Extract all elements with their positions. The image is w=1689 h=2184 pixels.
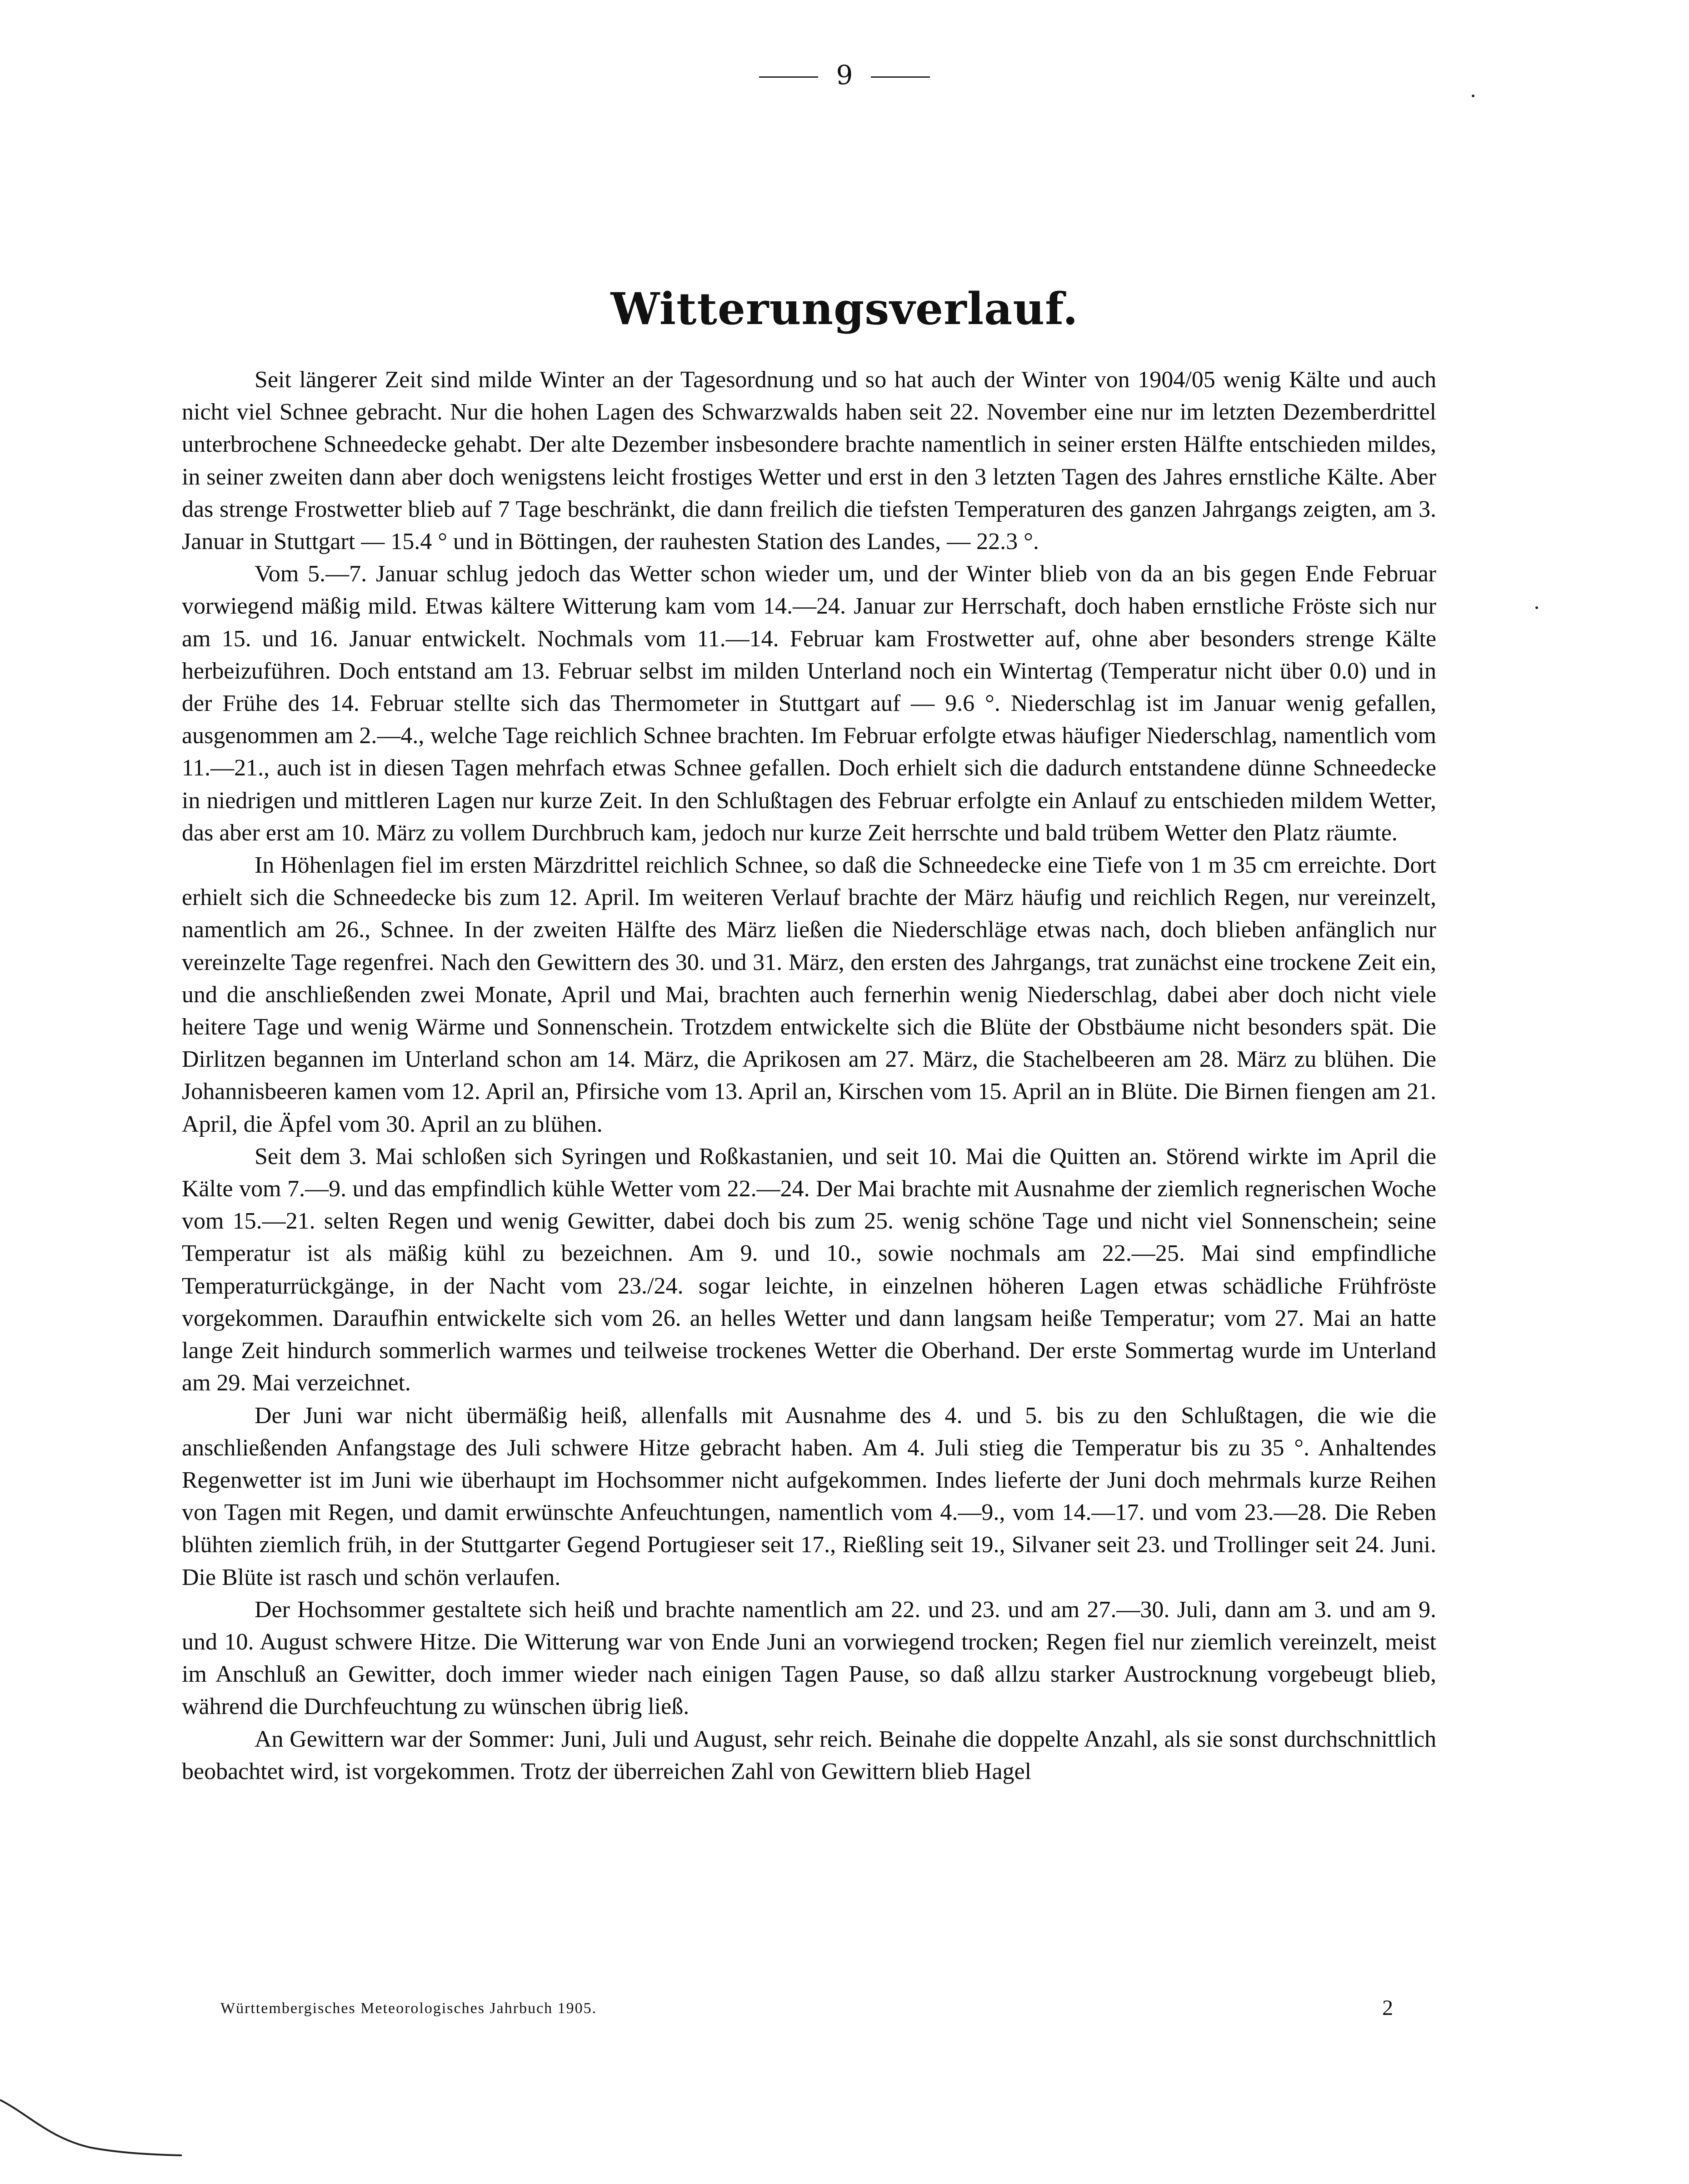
body-text — [182, 364, 1436, 1788]
paragraph: In Höhenlagen fiel im ersten Märzdrittel reichlich Schnee, so daß die Schneedecke eine Tiefe von 1 m 35 cm erreichte. Dort erhielt sich die Schneedecke bis zum 12. April. Im weiteren Verlauf brachte der März häufig und reichlich Regen, nur vereinzelt, namentlich am 26., Schnee. In der zweiten Hälfte des März ließen die Niederschläge etwas nach, doch blieben anfänglich nur vereinzelte Tage regenfrei. Nach den Gewittern des 30. und 31. März, den ersten des Jahrgangs, trat zunächst eine trockene Zeit ein, und die anschließenden zwei Monate, April und Mai, brachten auch fernerhin wenig Niederschlag, dabei aber doch nicht viele heitere Tage und wenig Wärme und Sonnenschein. Trotzdem entwickelte sich die Blüte der Obstbäume nicht besonders spät. Die Dirlitzen begannen im Unterland schon am 14. März, die Aprikosen am 27. März, die Stachelbeeren am 28. März zu blühen. Die Johannisbeeren kamen vom 12. April an, Pfirsiche vom 13. April an, Kirschen vom 15. April an in Blüte. Die Birnen fiengen am 21. April, die Äpfel vom 30. April an zu blühen. — [182, 852, 1436, 1137]
paragraph: Seit dem 3. Mai schloßen sich Syringen und Roßkastanien, und seit 10. Mai die Quitten an. Störend wirkte im April die Kälte vom 7.—9. und das empfindlich kühle Wetter vom 22.—24. Der Mai brachte mit Ausnahme der ziemlich regnerischen Woche vom 15.—21. selten Regen und wenig Gewitter, dabei doch bis zum 25. wenig schöne Tage und nicht viel Sonnenschein; seine Temperatur ist als mäßig kühl zu bezeichnen. Am 9. und 10., sowie nochmals am 22.—25. Mai sind empfindliche Temperaturrückgänge, in der Nacht vom 23./24. sogar leichte, in einzelnen höheren Lagen etwas schädliche Frühfröste vorgekommen. Daraufhin entwickelte sich vom 26. an helles Wetter und dann langsam heiße Temperatur; vom 27. Mai an hatte lange Zeit hindurch sommerlich warmes und teilweise trockenes Wetter die Oberhand. Der erste Sommertag wurde im Unterland am 29. Mai verzeichnet. — [182, 1143, 1436, 1396]
page-footer — [220, 1995, 1393, 2027]
paragraph: Vom 5.—7. Januar schlug jedoch das Wetter schon wieder um, und der Winter blieb von da an bis gegen Ende Februar vorwiegend mäßig mild. Etwas kältere Witterung kam vom 14.—24. Januar zur Herrschaft, doch haben ernstliche Fröste sich nur am 15. und 16. Januar entwickelt. Nochmals vom 11.—14. Februar kam Frostwetter auf, ohne aber besonders strenge Kälte herbeizuführen. Doch entstand am 13. Februar selbst im milden Unterland noch ein Wintertag (Temperatur nicht über 0.0) und in der Frühe des 14. Februar stellte sich das Thermometer in Stuttgart auf — 9.6 °. Niederschlag ist im Januar wenig gefallen, ausgenommen am 2.—4., welche Tage reichlich Schnee brachten. Im Februar erfolgte etwas häufiger Niederschlag, namentlich vom 11.—21., auch ist in diesen Tagen mehrfach etwas Schnee gefallen. Doch erhielt sich die dadurch entstandene dünne Schneedecke in niedrigen und mittleren Lagen nur kurze Zeit. In den Schlußtagen des Februar erfolgte ein Anlauf zu entschieden mildem Wetter, das aber erst am 10. März zu vollem Durchbruch kam, jedoch nur kurze Zeit herrschte und bald trübem Wetter den Platz räumte. — [182, 561, 1436, 846]
page-edge-curve — [0, 2095, 1689, 2184]
paragraph: Seit längerer Zeit sind milde Winter an der Tagesordnung und so hat auch der Winter von 1904/05 wenig Kälte und auch nicht viel Schnee gebracht. Nur die hohen Lagen des Schwarzwalds haben seit 22. November eine nur im letzten Dezemberdrittel unterbrochene Schneedecke gehabt. Der alte Dezember insbesondere brachte namentlich in seiner ersten Hälfte entschieden mildes, in seiner zweiten dann aber doch wenigstens leicht frostiges Wetter und erst in den 3 letzten Tagen des Jahres ernstliche Kälte. Aber das strenge Frostwetter blieb auf 7 Tage beschränkt, die dann freilich die tiefsten Temperaturen des ganzen Jahrgangs zeigten, am 3. Januar in Stuttgart — 15.4 ° und in Böttingen, der rauhesten Station des Landes, — 22.3 °. — [182, 367, 1436, 555]
header-rule-right — [871, 76, 930, 78]
journal-title: Württembergisches Meteorologisches Jahrbuch 1905. — [220, 2000, 597, 2017]
header-rule-left — [759, 76, 818, 78]
signature-mark: 2 — [1382, 1996, 1393, 2020]
edge-curve-line — [0, 2100, 182, 2155]
paragraph: An Gewittern war der Sommer: Juni, Juli und August, sehr reich. Beinahe die doppelte Anzahl, als sie sonst durchschnittlich beobachtet wird, ist vorgekommen. Trotz der überreichen Zahl von Gewittern blieb Hagel — [182, 1726, 1436, 1784]
page-number: 9 — [836, 60, 853, 90]
section-title: Witterungsverlauf. — [610, 283, 1079, 335]
ink-speck — [1535, 606, 1538, 609]
paragraph: Der Hochsommer gestaltete sich heiß und brachte namentlich am 22. und 23. und am 27.—30. Juli, dann am 3. und am 9. und 10. August schwere Hitze. Die Witterung war von Ende Juni an vorwiegend trocken; Regen fiel nur ziemlich vereinzelt, meist im Anschluß an Gewitter, doch immer wieder nach einigen Tagen Pause, so daß allzu starker Austrocknung vorgebeugt blieb, während die Durchfeuchtung zu wünschen übrig ließ. — [182, 1596, 1436, 1720]
ink-speck — [1472, 95, 1474, 97]
page-header — [0, 59, 1689, 91]
paragraph: Der Juni war nicht übermäßig heiß, allenfalls mit Ausnahme des 4. und 5. bis zu den Schlußtagen, die wie die anschließenden Anfangstage des Juli schwere Hitze gebracht haben. Am 4. Juli stieg die Temperatur bis zu 35 °. Anhaltendes Regenwetter ist im Juni wie überhaupt im Hochsommer nicht aufgekommen. Indes lieferte der Juni doch mehrmals kurze Reihen von Tagen mit Regen, und damit erwünschte Anfeuchtungen, namentlich vom 4.—9., vom 14.—17. und vom 23.—28. Die Reben blühten ziemlich früh, in der Stuttgarter Gegend Portugieser seit 17., Rießling seit 19., Silvaner seit 23. und Trollinger seit 24. Juni. Die Blüte ist rasch und schön verlaufen. — [182, 1402, 1436, 1590]
